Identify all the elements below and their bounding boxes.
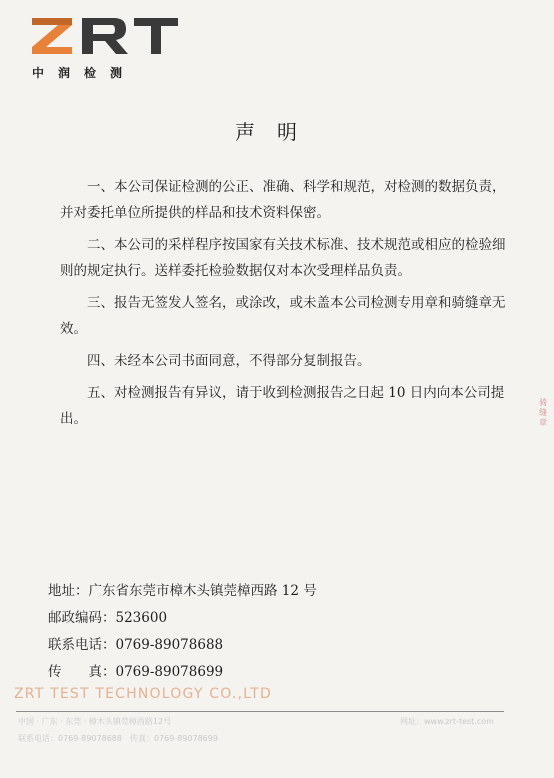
page-title: 声明	[235, 120, 319, 144]
statement-item-5: 五、对检测报告有异议，请于收到检测报告之日起 10 日内向本公司提出。	[60, 385, 505, 427]
zrt-logo-icon	[30, 14, 180, 56]
postcode-label: 邮政编码：	[48, 610, 116, 626]
footer-divider	[16, 711, 504, 712]
postcode-row	[48, 605, 448, 632]
fax-row	[48, 659, 448, 686]
footer-address-line: 中国 · 广东 · 东莞 · 樟木头镇莞樟西路12号	[18, 717, 172, 726]
seam-char-3: 章	[539, 418, 547, 427]
logo-subtitle: 中润检测	[32, 66, 137, 80]
footer-website-line: 网址：www.zrt-test.com	[400, 717, 494, 726]
contact-block	[48, 578, 448, 686]
seam-char-2: 缝	[539, 408, 547, 417]
statement-item-2: 二、本公司的采样程序按国家有关技术标准、技术规范或相应的检验细则的规定执行。送样委托检验数据仅对本次受理样品负责。	[60, 237, 506, 279]
address-value: 广东省东莞市樟木头镇莞樟西路 12 号	[88, 583, 317, 599]
seam-stamp-mark	[538, 398, 548, 428]
statement-body	[60, 174, 510, 438]
fax-label: 传 真：	[48, 664, 116, 680]
statement-item-4: 四、未经本公司书面同意，不得部分复制报告。	[87, 353, 371, 369]
footer-company-name: ZRT TEST TECHNOLOGY CO.,LTD	[14, 686, 272, 702]
fax-value: 0769-89078699	[115, 664, 224, 680]
phone-row	[48, 632, 448, 659]
phone-label: 联系电话：	[48, 637, 116, 653]
footer-phone-line: 联系电话：0769-89078688 传真：0769-89078699	[18, 734, 218, 743]
seam-char-1: 骑	[539, 398, 547, 407]
postcode-value: 523600	[115, 610, 168, 626]
statement-item-1: 一、本公司保证检测的公正、准确、科学和规范，对检测的数据负责，并对委托单位所提供的样品和技术资料保密。	[60, 179, 506, 221]
address-row	[48, 578, 448, 605]
company-logo	[30, 14, 180, 80]
phone-value: 0769-89078688	[115, 637, 224, 653]
address-label: 地址：	[48, 583, 89, 599]
statement-item-3: 三、报告无签发人签名，或涂改，或未盖本公司检测专用章和骑缝章无效。	[60, 295, 506, 337]
